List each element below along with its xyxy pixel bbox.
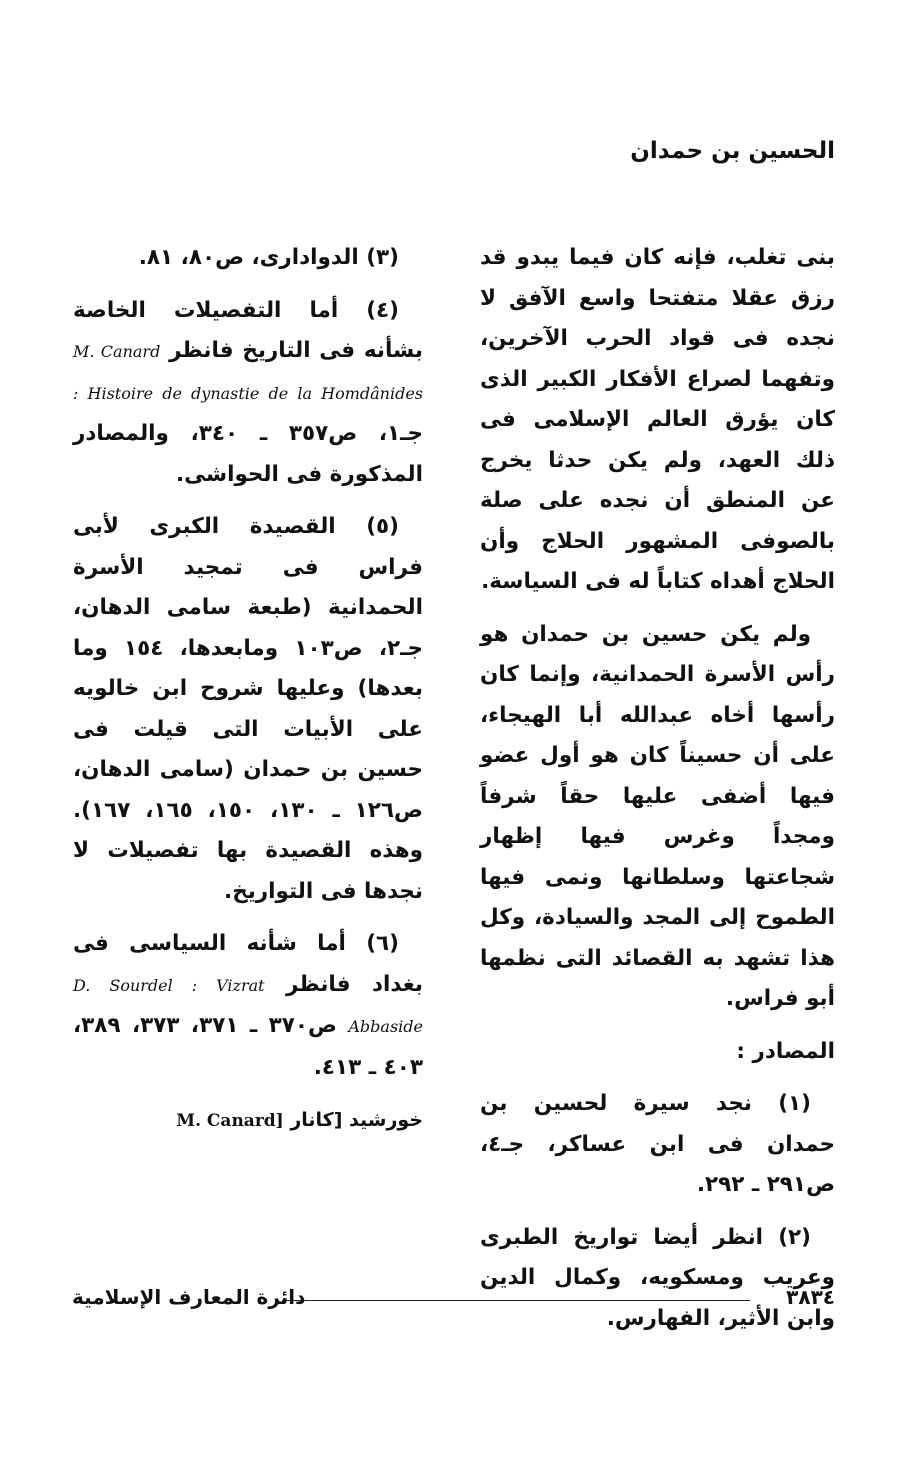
reference-4: [73, 291, 423, 496]
reference-5: (٥) القصيدة الكبرى لأبى فراس فى تمجيد الأسرة الحمدانية (طبعة سامى الدهان، جـ٢، ص١٠٣ ومابعدها، ١٥٤ وما بعدها) وعليها شروح ابن خالويه على الأبيات التى قيلت فى حسين بن حمدان (سامى الدهان، ص١٢٦ ـ ١٣٠، ١٥٠، ١٦٥، ١٦٧). وهذه القصيدة بها تفصيلات لا نجدها فى التواريخ.: [73, 514, 424, 904]
page-footer: [72, 1285, 835, 1315]
running-title: الحسين بن حمدان: [630, 138, 835, 164]
reference-2: (٢) انظر أيضا تواريخ الطبرى وعريب ومسكويه، وكمال الدين وابن الأثير، الفهارس.: [480, 1224, 835, 1331]
author-signature: [73, 1100, 423, 1142]
signature-arabic: خورشيد [كانار: [290, 1109, 423, 1131]
reference-6-arabic-a: (٦) أما شأنه السياسى فى بغداد فانظر: [73, 931, 423, 997]
right-column: [480, 238, 835, 1351]
reference-6-arabic-b: ص٣٧٠ ـ ٣٧١، ٣٧٣، ٣٨٩، ٤٠٣ ـ ٤١٣.: [73, 1013, 423, 1080]
reference-4-arabic-b: جـ١، ص٣٥٧ ـ ٣٤٠، والمصادر المذكورة فى الحواشى.: [73, 421, 423, 487]
signature-latin: M. Canard]: [176, 1111, 284, 1131]
paragraph-intro: بنى تغلب، فإنه كان فيما يبدو قد رزق عقلا متفتحا واسع الآفق لا نجده فى قواد الحرب الآخرين، وتفهما لصراع الأفكار الكبير الذى كان يؤرق العالم الإسلامى فى ذلك العهد، ولم يكن حدثا يخرج عن المنطق أن نجده على صلة بالصوفى المشهور الحلاج وأن الحلاج أهداه كتاباً له فى السياسة.: [480, 245, 835, 594]
reference-1: (١) نجد سيرة لحسين بن حمدان فى ابن عساكر، جـ٤، ص٢٩١ ـ ٢٩٢.: [480, 1091, 835, 1197]
encyclopedia-title: دائرة المعارف الإسلامية: [72, 1285, 306, 1309]
reference-4-latin: M. Canard : Histoire de dynastie de la Homdânides: [73, 342, 423, 403]
page-number: ٣٨٣٤: [786, 1285, 835, 1309]
reference-6: [73, 924, 423, 1088]
sources-heading: المصادر :: [736, 1038, 835, 1064]
paragraph-family: ولم يكن حسين بن حمدان هو رأس الأسرة الحمدانية، وإنما كان رأسها أخاه عبدالله أبا الهيجاء، على أن حسيناً كان هو أول عضو فيها أضفى عليها حقاً شرفاً ومجداً وغرس فيها إظهار شجاعتها وسلطانها ونمى فيها الطموح إلى المجد والسيادة، وكل هذا تشهد به القصائد التى نظمها أبو فراس.: [480, 621, 835, 1011]
reference-6-latin: D. Sourdel : Vizrat Abbaside: [73, 975, 423, 1036]
footer-rule: [282, 1300, 750, 1301]
reference-3: (٣) الدوادارى، ص٨٠، ٨١.: [138, 245, 399, 270]
reference-4-arabic-a: (٤) أما التفصيلات الخاصة بشأنه فى التاريخ فانظر: [73, 297, 423, 363]
left-column: [73, 238, 423, 1142]
